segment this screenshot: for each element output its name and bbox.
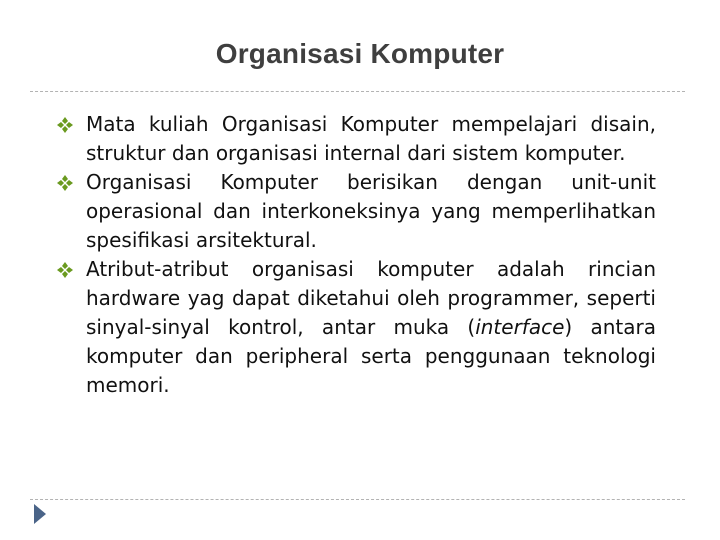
bullet-text: Mata kuliah Organisasi Komputer mempelajari disain, struktur dan organisasi internal dari sistem komputer. [86, 112, 656, 165]
bullet-text-italic: interface [475, 315, 565, 339]
footer-divider [30, 499, 685, 500]
title-divider [30, 91, 685, 92]
bullet-item [56, 255, 656, 400]
diamond-bullet-icon [56, 116, 74, 134]
diamond-bullet-icon [56, 261, 74, 279]
next-arrow-icon[interactable] [33, 503, 47, 525]
bullet-text-start: Atribut-atribut organisasi komputer adalah rincian hardware yag dapat diketahui oleh programmer, seperti sinyal-sinyal kontrol, antar muka ( [86, 257, 656, 339]
bullet-text: Organisasi Komputer berisikan dengan unit-unit operasional dan interkoneksinya yang memperlihatkan spesifikasi arsitektural. [86, 170, 656, 252]
bullet-item [56, 168, 656, 255]
bullet-item [56, 110, 656, 168]
bullet-text-end: ) antara komputer dan peripheral serta penggunaan teknologi memori. [86, 315, 656, 397]
slide-title: Organisasi Komputer [215, 38, 505, 69]
bullet-list [56, 110, 656, 400]
diamond-bullet-icon [56, 174, 74, 192]
